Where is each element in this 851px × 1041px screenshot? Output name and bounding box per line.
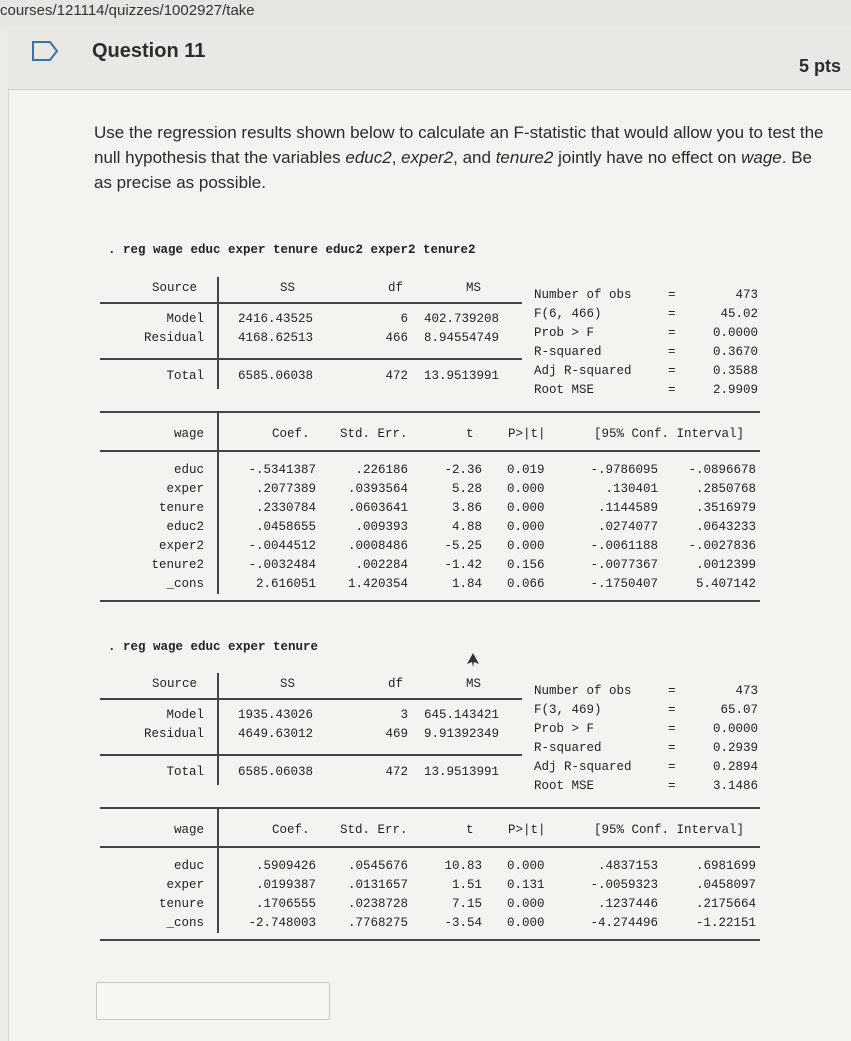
stat-label: Root MSE <box>534 383 595 397</box>
stat-eq: = <box>668 741 676 755</box>
coef-header-ci: [95% Conf. Interval] <box>594 427 745 441</box>
anova-source: Model <box>166 708 204 722</box>
coef-value: -2.748003 <box>248 916 316 930</box>
stat-eq: = <box>668 779 676 793</box>
stat-value: 45.02 <box>720 307 758 321</box>
stat-value: 0.2894 <box>712 760 758 774</box>
coef-p: 0.000 <box>507 916 545 930</box>
stat-eq: = <box>668 364 676 378</box>
anova-header-df: df <box>388 281 404 295</box>
anova-ms: 402.739208 <box>424 312 500 326</box>
anova-rule <box>100 302 522 304</box>
coef-header-coef: Coef. <box>272 427 310 441</box>
coef-t: 1.84 <box>451 577 482 591</box>
coef-ci-low: .4837153 <box>597 859 658 873</box>
coef-header-ci: [95% Conf. Interval] <box>594 823 745 837</box>
coef-header-coef: Coef. <box>272 823 310 837</box>
coef-ci-low: -.0061188 <box>590 539 658 553</box>
stat-eq: = <box>668 760 676 774</box>
stat-label: F(3, 469) <box>534 703 602 717</box>
coef-ci-low: .130401 <box>605 482 658 496</box>
stat-eq: = <box>668 722 676 736</box>
coef-header-se: Std. Err. <box>340 823 408 837</box>
coef-t: 3.86 <box>451 501 482 515</box>
coef-t: -1.42 <box>444 558 482 572</box>
coef-header-se: Std. Err. <box>340 427 408 441</box>
coef-p: 0.000 <box>507 859 545 873</box>
browser-url[interactable]: courses/121114/quizzes/1002927/take <box>0 0 851 30</box>
coef-header-rule <box>100 846 760 848</box>
question-title: Question 11 <box>92 40 206 62</box>
anova-ss: 1935.43026 <box>238 708 314 722</box>
coef-top-rule <box>100 807 760 809</box>
coef-var: _cons <box>166 577 204 591</box>
stat-value: 0.3670 <box>712 345 758 359</box>
coef-p: 0.131 <box>507 878 545 892</box>
coef-ci-high: .2850768 <box>695 482 756 496</box>
coef-var: exper <box>166 482 204 496</box>
coef-ci-high: 5.407142 <box>695 577 756 591</box>
coef-p: 0.000 <box>507 520 545 534</box>
stat-label: Root MSE <box>534 779 595 793</box>
anova-ms: 9.91392349 <box>424 727 500 741</box>
stat-value: 0.2939 <box>712 741 758 755</box>
coef-value: -.0032484 <box>248 558 316 572</box>
anova-divider <box>217 277 219 389</box>
coef-ci-high: .0012399 <box>695 558 756 572</box>
stat-eq: = <box>668 345 676 359</box>
stat-label: Adj R-squared <box>534 364 632 378</box>
anova-df: 466 <box>385 331 408 345</box>
coef-var: educ <box>173 859 204 873</box>
coef-ci-high: -.0896678 <box>688 463 756 477</box>
anova-df: 472 <box>385 765 408 779</box>
coef-value: -.5341387 <box>248 463 316 477</box>
stat-label: Prob > F <box>534 326 595 340</box>
coef-t: 4.88 <box>451 520 482 534</box>
stat-label: R-squared <box>534 741 602 755</box>
coef-value: -.0044512 <box>248 539 316 553</box>
coef-se: .7768275 <box>347 916 408 930</box>
stat-label: Number of obs <box>534 684 632 698</box>
coef-header-var: wage <box>173 823 204 837</box>
stat-label: Adj R-squared <box>534 760 632 774</box>
coef-se: .0238728 <box>347 897 408 911</box>
coef-ci-high: .3516979 <box>695 501 756 515</box>
coef-var: tenure <box>158 897 204 911</box>
coef-se: .0603641 <box>347 501 408 515</box>
anova-source: Residual <box>143 331 204 345</box>
coef-se: 1.420354 <box>347 577 408 591</box>
stat-value: 0.0000 <box>712 722 758 736</box>
stat-eq: = <box>668 703 676 717</box>
coef-var: tenure2 <box>151 558 204 572</box>
anova-header-source: Source <box>152 677 198 691</box>
anova-df: 469 <box>385 727 408 741</box>
anova-total-rule <box>100 358 522 360</box>
anova-ss: 6585.06038 <box>238 369 314 383</box>
question-points: 5 pts <box>798 56 841 76</box>
coef-var: exper <box>166 878 204 892</box>
coef-se: .0131657 <box>347 878 408 892</box>
coef-ci-low: -.9786095 <box>590 463 658 477</box>
coef-p: 0.066 <box>507 577 545 591</box>
stat-eq: = <box>668 288 676 302</box>
anova-df: 472 <box>385 369 408 383</box>
coef-header-p: P>|t| <box>508 823 546 837</box>
coef-ci-low: -.1750407 <box>590 577 658 591</box>
coef-t: 5.28 <box>451 482 482 496</box>
coef-ci-high: .0643233 <box>695 520 756 534</box>
coef-header-t: t <box>466 823 474 837</box>
anova-divider <box>217 673 219 785</box>
anova-source: Residual <box>143 727 204 741</box>
coef-ci-low: .0274077 <box>597 520 658 534</box>
anova-ss: 6585.06038 <box>238 765 314 779</box>
coef-p: 0.000 <box>507 501 545 515</box>
anova-header-source: Source <box>152 281 198 295</box>
anova-header-ss: SS <box>280 677 296 691</box>
stat-value: 0.0000 <box>712 326 758 340</box>
coef-header-t: t <box>466 427 474 441</box>
coef-header-rule <box>100 450 760 452</box>
coef-ci-low: .1144589 <box>597 501 658 515</box>
coef-t: -5.25 <box>444 539 482 553</box>
stat-eq: = <box>668 307 676 321</box>
coef-ci-low: .1237446 <box>597 897 658 911</box>
mouse-cursor-icon <box>466 652 480 668</box>
reg2-command: . reg wage educ exper tenure <box>108 640 319 654</box>
stat-value: 473 <box>735 684 758 698</box>
question-text: Use the regression results shown below to calculate an F-statistic that would allow you to test the null hypothesis that the variables educ2, exper2, and tenure2 jointly have no effect on wage. Be as precise as possible. <box>94 123 824 192</box>
anova-header-ms: MS <box>466 677 482 691</box>
anova-ms: 13.9513991 <box>424 765 500 779</box>
coef-p: 0.000 <box>507 539 545 553</box>
answer-input[interactable] <box>96 982 330 1020</box>
coef-t: 7.15 <box>451 897 482 911</box>
anova-ss: 4649.63012 <box>238 727 314 741</box>
coef-header-var: wage <box>173 427 204 441</box>
stat-eq: = <box>668 383 676 397</box>
coef-bottom-rule <box>100 600 760 602</box>
coef-t: -3.54 <box>444 916 482 930</box>
stat-label: Prob > F <box>534 722 595 736</box>
coef-se: .009393 <box>355 520 408 534</box>
anova-source: Model <box>166 312 204 326</box>
coef-se: .002284 <box>355 558 408 572</box>
coef-se: .226186 <box>355 463 408 477</box>
coef-var: tenure <box>158 501 204 515</box>
anova-ss: 4168.62513 <box>238 331 314 345</box>
coef-ci-low: -4.274496 <box>590 916 658 930</box>
coef-ci-high: .0458097 <box>695 878 756 892</box>
coef-value: 2.616051 <box>255 577 316 591</box>
reg1-command: . reg wage educ exper tenure educ2 exper2 tenure2 <box>108 243 476 257</box>
coef-value: .0458655 <box>255 520 316 534</box>
coef-p: 0.000 <box>507 482 545 496</box>
anova-ms: 13.9513991 <box>424 369 500 383</box>
stat-value: 473 <box>735 288 758 302</box>
coef-value: .5909426 <box>255 859 316 873</box>
anova-header-ms: MS <box>466 281 482 295</box>
coef-value: .2077389 <box>255 482 316 496</box>
coef-ci-high: -1.22151 <box>695 916 756 930</box>
coef-t: 10.83 <box>444 859 482 873</box>
coef-p: 0.000 <box>507 897 545 911</box>
anova-rule <box>100 698 522 700</box>
coef-var: _cons <box>166 916 204 930</box>
coef-se: .0008486 <box>347 539 408 553</box>
coef-ci-low: -.0077367 <box>590 558 658 572</box>
coef-value: .1706555 <box>255 897 316 911</box>
stat-value: 2.9909 <box>712 383 758 397</box>
anova-header-ss: SS <box>280 281 296 295</box>
stat-eq: = <box>668 684 676 698</box>
bookmark-flag-icon[interactable] <box>30 40 60 62</box>
anova-source: Total <box>166 369 204 383</box>
coef-p: 0.019 <box>507 463 545 477</box>
coef-var: exper2 <box>158 539 204 553</box>
anova-ms: 8.94554749 <box>424 331 500 345</box>
coef-ci-low: -.0059323 <box>590 878 658 892</box>
anova-df: 6 <box>400 312 408 326</box>
coef-divider <box>217 809 219 933</box>
anova-ms: 645.143421 <box>424 708 500 722</box>
anova-total-rule <box>100 754 522 756</box>
coef-divider <box>217 413 219 594</box>
coef-bottom-rule <box>100 939 760 941</box>
coef-value: .0199387 <box>255 878 316 892</box>
coef-t: 1.51 <box>451 878 482 892</box>
coef-ci-high: .6981699 <box>695 859 756 873</box>
coef-se: .0393564 <box>347 482 408 496</box>
anova-source: Total <box>166 765 204 779</box>
stat-value: 65.07 <box>720 703 758 717</box>
coef-top-rule <box>100 411 760 413</box>
stat-value: 0.3588 <box>712 364 758 378</box>
anova-ss: 2416.43525 <box>238 312 314 326</box>
stat-value: 3.1486 <box>712 779 758 793</box>
coef-se: .0545676 <box>347 859 408 873</box>
coef-ci-high: .2175664 <box>695 897 756 911</box>
coef-header-p: P>|t| <box>508 427 546 441</box>
anova-header-df: df <box>388 677 404 691</box>
coef-p: 0.156 <box>507 558 545 572</box>
coef-ci-high: -.0027836 <box>688 539 756 553</box>
stat-label: Number of obs <box>534 288 632 302</box>
coef-var: educ2 <box>166 520 204 534</box>
coef-var: educ <box>173 463 204 477</box>
stat-eq: = <box>668 326 676 340</box>
anova-df: 3 <box>400 708 408 722</box>
coef-value: .2330784 <box>255 501 316 515</box>
stat-label: F(6, 466) <box>534 307 602 321</box>
stat-label: R-squared <box>534 345 602 359</box>
coef-t: -2.36 <box>444 463 482 477</box>
